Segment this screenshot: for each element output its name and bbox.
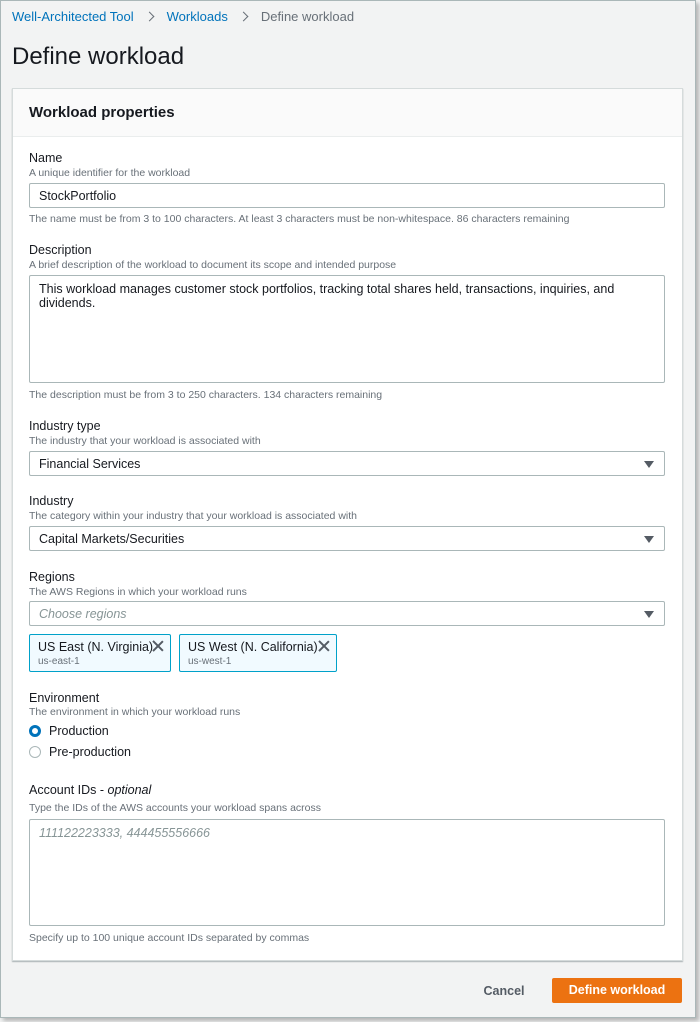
account-ids-description: Type the IDs of the AWS accounts your workload spans across bbox=[29, 802, 322, 814]
optional-marker: optional bbox=[107, 783, 152, 797]
close-icon[interactable] bbox=[152, 640, 164, 652]
environment-description: The environment in which your workload runs bbox=[29, 706, 241, 718]
breadcrumb-well-architected-tool[interactable]: Well-Architected Tool bbox=[12, 8, 134, 24]
description-label: Description bbox=[29, 243, 92, 257]
region-token-code: us-east-1 bbox=[38, 656, 80, 667]
account-ids-textarea[interactable] bbox=[29, 819, 665, 926]
chevron-right-icon bbox=[238, 11, 248, 21]
description-textarea[interactable] bbox=[29, 275, 665, 383]
radio-option-production[interactable] bbox=[29, 724, 109, 738]
name-input[interactable] bbox=[29, 183, 665, 208]
radio-button[interactable] bbox=[29, 746, 41, 758]
regions-multiselect[interactable] bbox=[29, 601, 665, 626]
account-ids-label-text: Account IDs bbox=[29, 783, 97, 797]
regions-placeholder: Choose regions bbox=[39, 606, 127, 621]
account-ids-hint: Specify up to 100 unique account IDs separated by commas bbox=[29, 932, 310, 944]
breadcrumb-workloads[interactable]: Workloads bbox=[166, 8, 228, 24]
region-token-code: us-west-1 bbox=[188, 656, 232, 667]
region-token-us-west-1 bbox=[179, 634, 337, 672]
cancel-button[interactable]: Cancel bbox=[472, 979, 536, 1003]
radio-label-production: Production bbox=[49, 724, 109, 738]
region-token-label: US West (N. California) bbox=[188, 640, 318, 654]
industry-value: Capital Markets/Securities bbox=[39, 531, 185, 546]
industry-type-select[interactable] bbox=[29, 451, 665, 476]
name-input-value: StockPortfolio bbox=[39, 188, 117, 203]
name-hint: The name must be from 3 to 100 characters. At least 3 characters must be non-whitespace. 86 characters remaining bbox=[29, 213, 570, 225]
radio-label-pre-production: Pre-production bbox=[49, 745, 131, 759]
industry-type-label: Industry type bbox=[29, 419, 101, 433]
account-ids-label: Account IDs - optional bbox=[29, 783, 152, 797]
name-description: A unique identifier for the workload bbox=[29, 167, 191, 179]
region-token-us-east-1 bbox=[29, 634, 171, 672]
description-description: A brief description of the workload to document its scope and intended purpose bbox=[29, 259, 397, 271]
description-hint: The description must be from 3 to 250 characters. 134 characters remaining bbox=[29, 389, 383, 401]
regions-description: The AWS Regions in which your workload runs bbox=[29, 586, 247, 598]
region-token-label: US East (N. Virginia) bbox=[38, 640, 154, 654]
breadcrumb-current: Define workload bbox=[260, 8, 355, 24]
panel-title: Workload properties bbox=[13, 89, 682, 137]
industry-description: The category within your industry that your workload is associated with bbox=[29, 510, 357, 522]
caret-down-icon bbox=[644, 611, 654, 618]
define-workload-button[interactable]: Define workload bbox=[552, 978, 682, 1003]
radio-button-checked[interactable] bbox=[29, 725, 41, 737]
industry-type-description: The industry that your workload is associated with bbox=[29, 435, 261, 447]
page-title: Define workload bbox=[12, 43, 185, 70]
industry-type-value: Financial Services bbox=[39, 456, 141, 471]
workload-properties-panel bbox=[12, 88, 683, 961]
close-icon[interactable] bbox=[318, 640, 330, 652]
name-label: Name bbox=[29, 151, 63, 165]
account-ids-placeholder: 111122223333, 444455556666 bbox=[39, 826, 211, 840]
description-textarea-value: This workload manages customer stock portfolios, tracking total shares held, transactions, inquiries, and dividends. bbox=[39, 282, 615, 310]
caret-down-icon bbox=[644, 461, 654, 468]
regions-label: Regions bbox=[29, 570, 75, 584]
radio-option-pre-production[interactable] bbox=[29, 745, 131, 759]
industry-select[interactable] bbox=[29, 526, 665, 551]
caret-down-icon bbox=[644, 536, 654, 543]
chevron-right-icon bbox=[144, 11, 154, 21]
industry-label: Industry bbox=[29, 494, 74, 508]
breadcrumb bbox=[12, 8, 354, 24]
environment-label: Environment bbox=[29, 691, 100, 705]
